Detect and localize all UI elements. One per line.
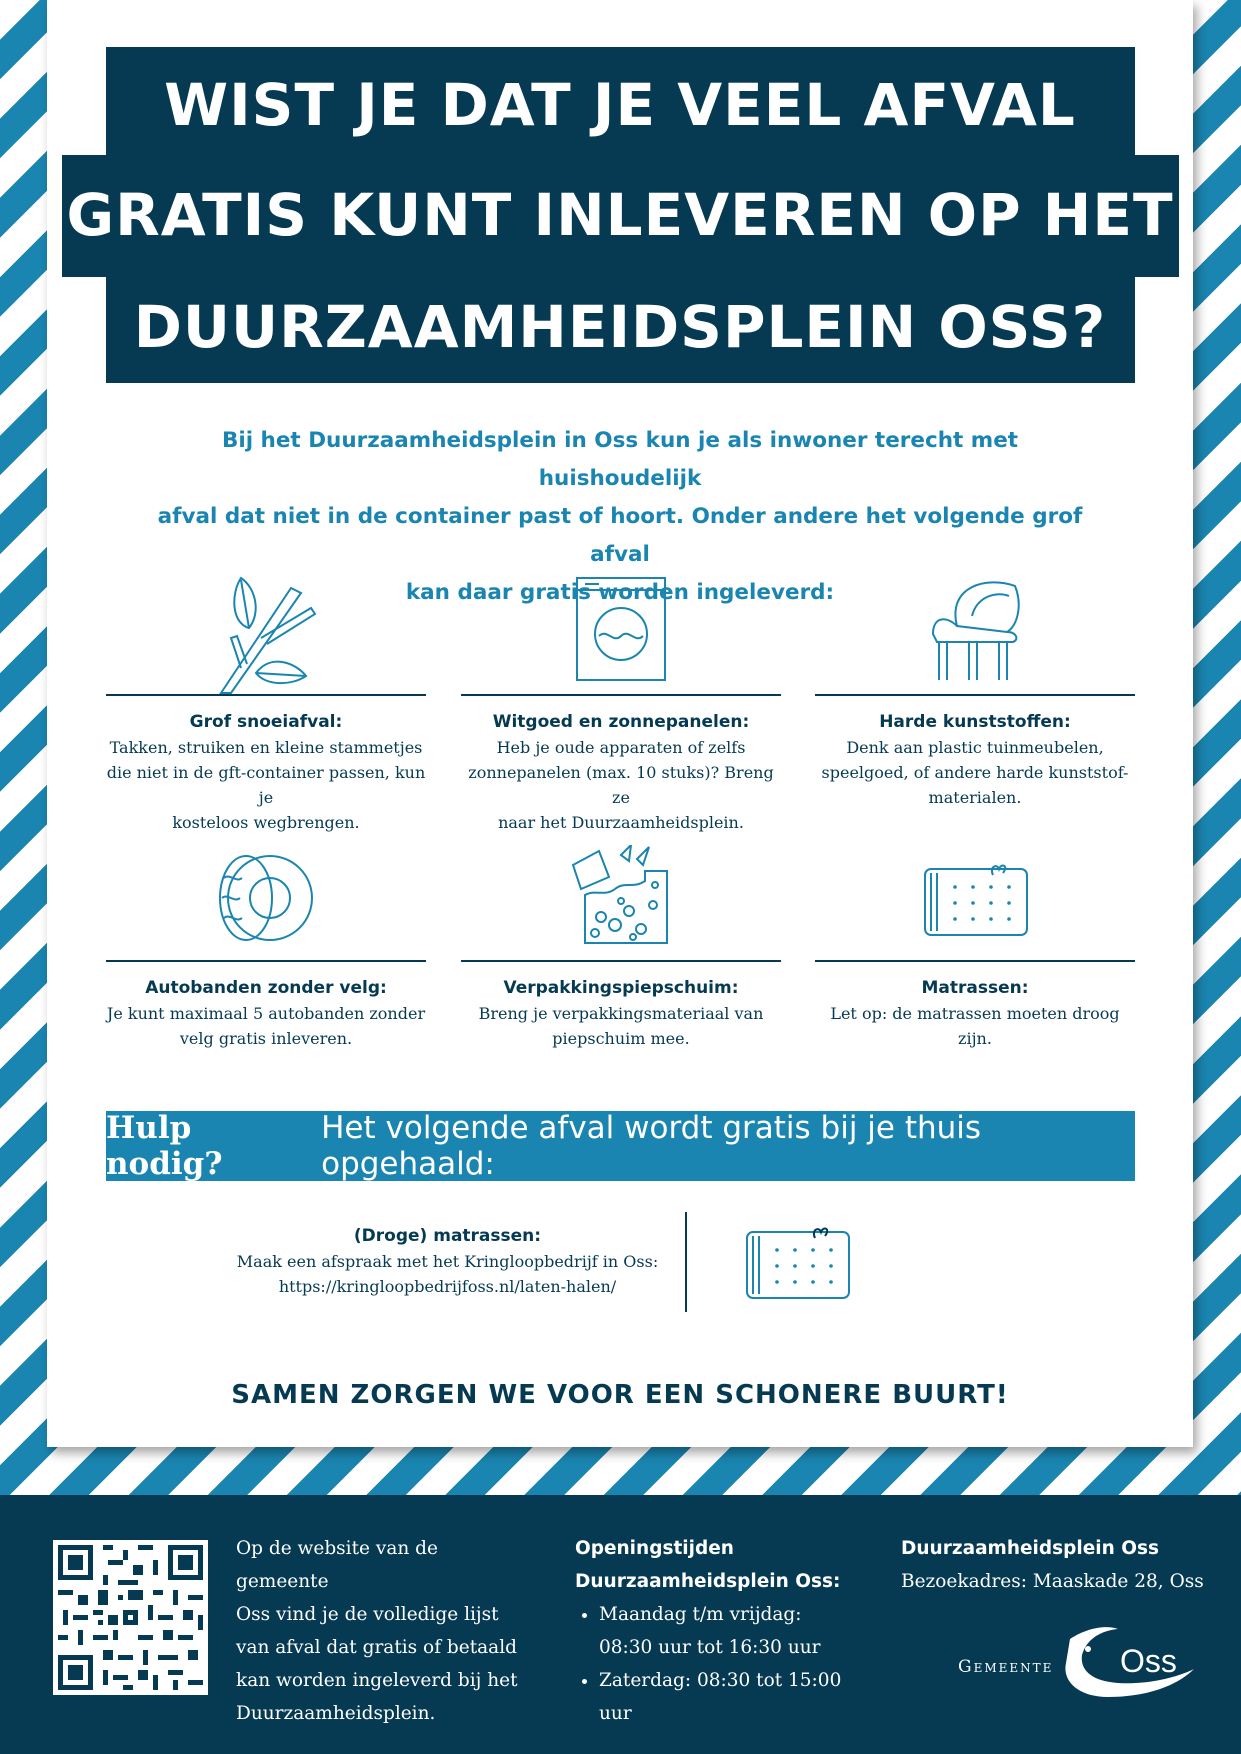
mattress-icon	[745, 1222, 851, 1302]
hours-saturday: • Zaterdag: 08:30 tot 15:00 uur	[599, 1664, 875, 1730]
washing-machine-icon	[575, 576, 667, 682]
garden-chair-icon	[927, 576, 1023, 682]
pickup-link[interactable]: https://kringloopbedrijfoss.nl/laten-halen/	[278, 1277, 617, 1296]
footer	[0, 1495, 1241, 1754]
slogan: SAMEN ZORGEN WE VOOR EEN SCHONERE BUURT!	[231, 1380, 1009, 1410]
mattress-icon	[923, 859, 1029, 939]
pickup-info: (Droge) matrassen: Maak een afspraak met het Kringloopbedrijf in Oss: https://kringloopbedrijfoss.nl/laten-halen/	[220, 1224, 675, 1299]
header-line-2: GRATIS KUNT INLEVEREN OP HET	[66, 181, 1174, 249]
hours-weekdays: • Maandag t/m vrijdag: 08:30 uur tot 16:30 uur	[599, 1598, 875, 1664]
help-bold: Hulp nodig?	[106, 1110, 223, 1182]
pickup-divider	[685, 1212, 687, 1312]
intro-text: Bij het Duurzaamheidsplein in Oss kun je als inwoner terecht met huishoudelijk afval dat niet in de container past of hoort. Onder andere het volgende grof afval kan daar gratis worden ingeleverd:	[157, 428, 1083, 605]
footer-opening-hours: Openingstijden Duurzaamheidsplein Oss: • Maandag t/m vrijdag: 08:30 uur tot 16:30 uur • Zaterdag: 08:30 tot 15:00 uur	[575, 1532, 875, 1730]
header-line-3: DUURZAAMHEIDSPLEIN OSS?	[133, 293, 1107, 361]
logo-text-gemeente: Gemeente	[958, 1657, 1054, 1677]
logo-text-oss: Oss	[1120, 1643, 1177, 1679]
footer-website-text: Op de website van de gemeente Oss vind je de volledige lijst van afval dat gratis of betaald kan worden ingeleverd bij het Duurzaamheidsplein.	[236, 1538, 518, 1724]
help-text: Het volgende afval wordt gratis bij je thuis opgehaald:	[321, 1110, 982, 1182]
branch-icon	[211, 568, 321, 698]
tire-icon	[216, 853, 316, 943]
footer-address: Duurzaamheidsplein Oss Bezoekadres: Maaskade 28, Oss	[901, 1538, 1204, 1592]
styrofoam-icon	[571, 845, 671, 945]
qr-code-icon[interactable]	[53, 1540, 208, 1695]
help-banner	[106, 1111, 1135, 1181]
header-line-1: WIST JE DAT JE VEEL AFVAL	[164, 71, 1076, 139]
